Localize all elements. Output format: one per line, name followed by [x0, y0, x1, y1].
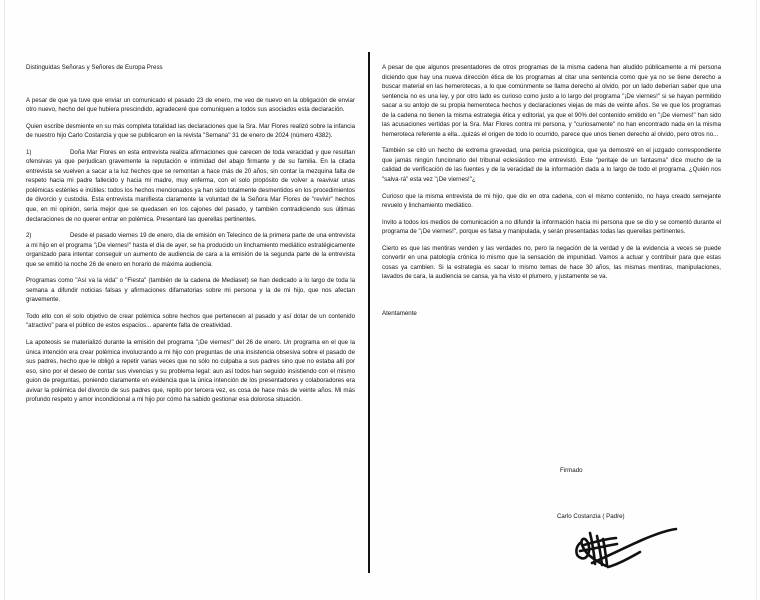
right-column: [382, 0, 721, 325]
salutation: Distinguidas Señoras y Señores de Europa Press: [26, 64, 163, 71]
list-marker-1: 1): [26, 148, 32, 156]
signature-label: Firmado: [560, 467, 583, 474]
paragraph-objective: Todo ello con el solo objetivo de crear polémica sobre hechos que pertenecen al pasado y así dotar de un contenido "atractivo" para el público de estos espacios... aparente falta de creatividad.: [26, 312, 355, 330]
paragraph-denial: Quien escribe desmiente en su más completa totalidad las declaraciones que la Sra. Mar Flores realizó sobre la infancia de nuestro hijo Carlo Costanzia y que se publicaron en la revista "Semana" 31 de enero de 2024 (número 4382).: [26, 122, 355, 140]
paragraph-intro: A pesar de que ya tuve que enviar un comunicado el pasado 23 de enero, me veo de nuevo en la obligación de enviar otro nuevo, hecho del que hubiera prescindido, agradeceré que comuniquen a todos sus asociados esta declaración.: [26, 96, 355, 114]
paragraph-programs: Programas como "Así va la vida" o "Fiesta" (también de la cadena de Mediaset) se han dedicado a lo largo de toda la semana a difundir noticias falsas y afirmaciones difamatorias sobre mi persona y la de mi hijo, que nos afectan gravemente.: [26, 277, 355, 304]
paragraph-pericia: También se citó un hecho de extrema gravedad, una pericia psicológica, que ya demostré en el juzgado correspondiente que jamás ningún funcionario del tribunal eclesiástico me entrevistó. Este "peritaje de un fantasma" dice mucho de la calidad de verificación de las fuentes y de la veracidad de la información dada a lo largo de todo el programa. ¿Quién nos "salva·rá" esta vez "¡De viernes!"¿: [382, 147, 721, 184]
paragraph-curioso: Curioso que la misma entrevista de mi hijo, que dio en otra cadena, con el mismo contenido, no haya creado semejante revuelo y linchamiento mediático.: [382, 192, 721, 210]
paragraph-invitation: Invito a todos los medios de comunicación a no difundir la información hacia mi persona que se dio y se comentó durante el programa de "¡De viernes!", porque es falsa y manipulada, y serán presentadas todas las querellas pertinentes.: [382, 218, 721, 236]
closing-salutation: Atentamente: [382, 309, 417, 317]
paragraph-point-1-text: Doña Mar Flores en esta entrevista realiza afirmaciones que carecen de toda veracidad y que resultan ofensivas ya que perjudican gravemente la reputación e intimidad del abajo firmante y de su familia. En la citada entrevista se vuelven a sacar a la luz hechos que se remontan a hace más de 20 años, sin contar la mezquina falta de respeto hacia mi padre fallecido y hacia mi madre, muy enferma, con el solo propósito de volver a reavivar unas polémicas estériles e inútiles: todos los hechos mencionados ya han sido totalmente desmentidos en los procedimientos de divorcio y custodia. Esta entrevista manifiesta claramente la voluntad de la Señora Mar Flores de "revivir" hechos que, en mi opinión, sería mejor que se quedasen en los cajones del pasado, y también contradiciendo sus últimas declaraciones de no querer entrar en polémica. Presentaré las querellas pertinentes.: [26, 148, 355, 223]
handwritten-signature-icon: [572, 523, 692, 571]
paragraph-closing-argument: Cierto es que las mentiras venden y las verdades no, pero la negación de la verdad y de la evidencia a veces se puede convertir en una patología crónica lo mismo que la sensación de impunidad. Vamos a actuar y contribuir para que estas cosas ya cambien. Si la estrategia es sacar lo mismo temas de hace 30 años, las mismas mentiras, manipulaciones, lavados de cara, la audiencia se cansa, ya ha visto el plumero, y justamente se va.: [382, 244, 721, 281]
signer-name: Carlo Costanzia ( Padre): [557, 512, 625, 520]
list-marker-2: 2): [26, 232, 32, 240]
left-column: [26, 0, 355, 412]
signature-block: [382, 466, 721, 521]
paragraph-hemeroteca: A pesar de que algunos presentadores de otros programas de la misma cadena han aludido públicamente a mi persona diciendo que hay una nueva dirección ética de los programas al citar una sentencia como que ya no se tiene derecho a buscar material en las hemerotecas, a lo que comúnmente se llama derecho al olvido, por un lado deberían saber que una sentencia no es una ley, y por otro lado es curioso como justo a lo largo del programa "¡De viernes!" si se hayan permitido sacar a su antojo de su propia hemeroteca hechos y declaraciones viejas de más de veinte años. Se ve que los programas de la cadena no tienen la misma estrategia ética y editorial, ya que el 90% del contenido emitido en "¡De viernes!" han sido las acusaciones vertidas por la Sra. Mar Flores contra mi persona, y "curiosamente" no han encontrado nada en la misma hemeroteca referente a ella...quizás el origen de todo lo ocurrido, parece que unos tienen derecho al olvido, pero otros no...: [382, 64, 721, 138]
paragraph-point-2: [26, 231, 355, 269]
paragraph-point-2-text: Desde el pasado viernes 19 de enero, día de emisión en Telecinco de la primera parte de una entrevista a mi hijo en el programa "¡De viernes!" hasta el día de ayer, se ha producido un linchamiento mediático estratégicamente organizado para intentar conseguir un aumento de audiencia de cara a la emisión de la segunda parte de la entrevista que se emitió la noche 26 de enero en horario de máxima audiencia.: [26, 232, 355, 268]
paragraph-apotheosis: La apoteosis se materializó durante la emisión del programa "¡De viernes!" del 26 de enero. Un programa en el que la única intención era crear polémica involucrando a mi hijo con preguntas de una insistencia obsesiva sobre el pasado de sus padres, hecho que le obligó a repetir varias veces que no sólo no culpaba a sus padres sino que no estaba allí por eso, sino por el deseo de contar sus vivencias y su problema legal: aun así todos han seguido insistiendo con el mismo guion de preguntas, poniendo claramente en evidencia que la única intención de los presentadores y colaboradores era avivar la polémica del divorcio de sus padres que, repito por tercera vez, es cosa de hace más de veinte años. Mi más profundo respeto y amor incondicional a mi hijo por cómo ha sabido gestionar esa dolorosa situación.: [26, 339, 355, 404]
paragraph-point-1: [26, 148, 355, 224]
